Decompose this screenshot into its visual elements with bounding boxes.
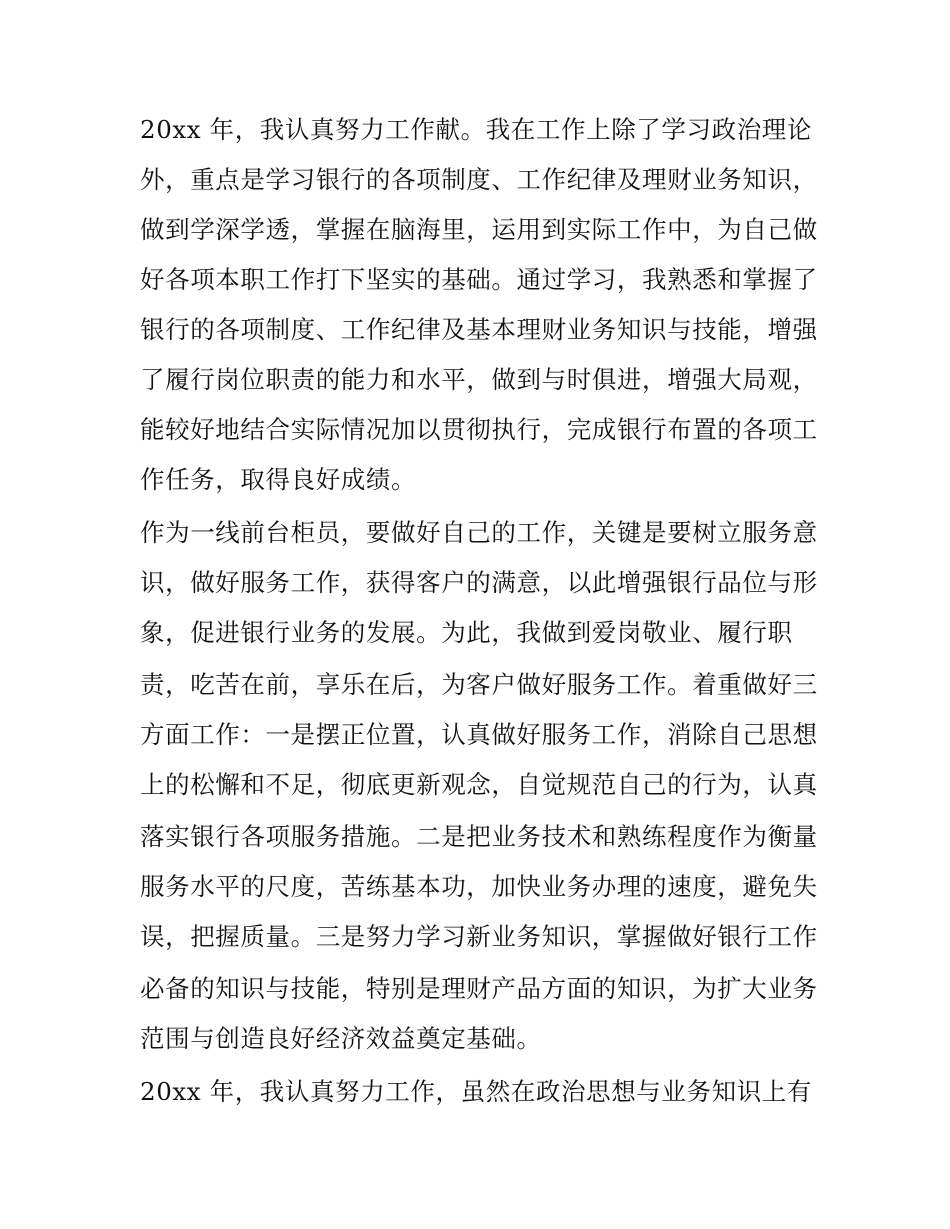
paragraph-1-line-1: 20xx 年，我认真努力工作献。我在工作上除了学习政治理论 bbox=[140, 115, 812, 144]
paragraph-2-line-6: 上的松懈和不足，彻底更新观念，自觉规范自己的行为，认真 bbox=[140, 770, 818, 799]
paragraph-2-line-9: 误，把握质量。三是努力学习新业务知识，掌握做好银行工作 bbox=[140, 922, 818, 951]
paragraph-2-line-2: 识，做好服务工作，获得客户的满意，以此增强银行品位与形 bbox=[140, 568, 818, 597]
paragraph-3-line-1: 20xx 年，我认真努力工作，虽然在政治思想与业务知识上有 bbox=[140, 1077, 812, 1106]
paragraph-1-line-2: 外，重点是学习银行的各项制度、工作纪律及理财业务知识， bbox=[140, 165, 818, 194]
paragraph-1-line-7: 能较好地结合实际情况加以贯彻执行，完成银行布置的各项工 bbox=[140, 415, 818, 444]
paragraph-1-line-4: 好各项本职工作打下坚实的基础。通过学习，我熟悉和掌握了 bbox=[140, 265, 818, 294]
paragraph-2-line-4: 责，吃苦在前，享乐在后，为客户做好服务工作。着重做好三 bbox=[140, 670, 818, 699]
paragraph-2-line-8: 服务水平的尺度，苦练基本功，加快业务办理的速度，避免失 bbox=[140, 872, 818, 901]
paragraph-2-line-11: 范围与创造良好经济效益奠定基础。 bbox=[140, 1024, 542, 1053]
paragraph-1-line-5: 银行的各项制度、工作纪律及基本理财业务知识与技能，增强 bbox=[140, 315, 818, 344]
paragraph-1-line-8: 作任务，取得良好成绩。 bbox=[140, 465, 417, 494]
paragraph-1-line-6: 了履行岗位职责的能力和水平，做到与时俱进，增强大局观， bbox=[140, 365, 818, 394]
paragraph-2-line-10: 必备的知识与技能，特别是理财产品方面的知识，为扩大业务 bbox=[140, 974, 818, 1003]
paragraph-2-line-1: 作为一线前台柜员，要做好自己的工作，关键是要树立服务意 bbox=[140, 518, 818, 547]
paragraph-2-line-5: 方面工作：一是摆正位置，认真做好服务工作，消除自己思想 bbox=[140, 720, 818, 749]
paragraph-1-line-3: 做到学深学透，掌握在脑海里，运用到实际工作中，为自己做 bbox=[140, 215, 818, 244]
paragraph-2-line-7: 落实银行各项服务措施。二是把业务技术和熟练程度作为衡量 bbox=[140, 822, 818, 851]
paragraph-2-line-3: 象，促进银行业务的发展。为此，我做到爱岗敬业、履行职 bbox=[140, 618, 793, 647]
